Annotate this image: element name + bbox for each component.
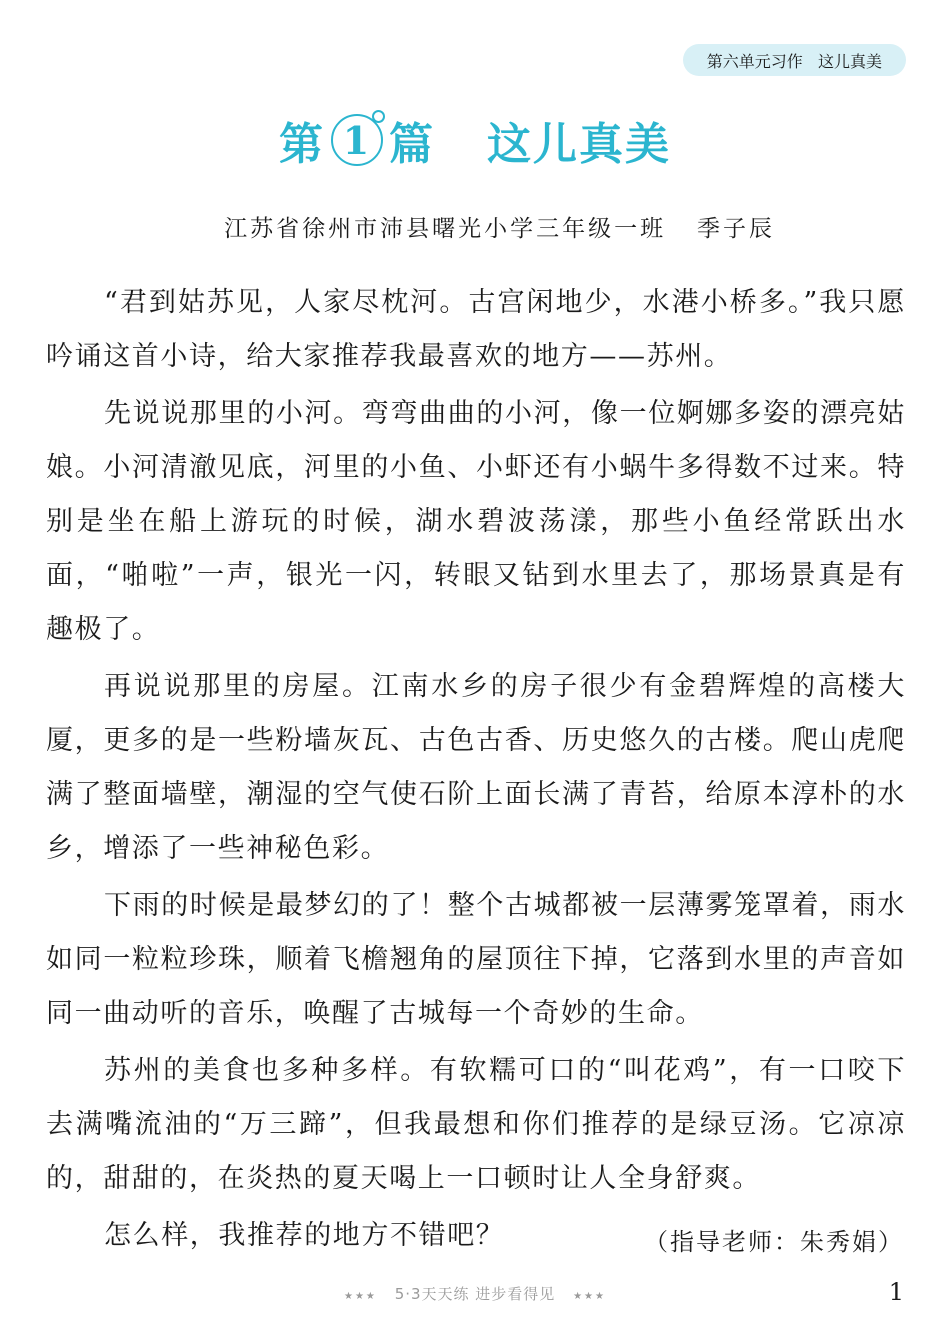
page-footer bbox=[0, 1283, 950, 1304]
title-suffix: 篇 bbox=[389, 119, 435, 170]
unit-header-tag: 第六单元习作 这儿真美 bbox=[683, 44, 906, 76]
title-prefix: 第 bbox=[279, 119, 325, 170]
footer-stars-left: ★★★ bbox=[344, 1291, 377, 1302]
essay-body bbox=[46, 276, 906, 1266]
title-text: 这儿真美 bbox=[487, 119, 671, 170]
paragraph: 苏州的美食也多种多样。有软糯可口的“叫花鸡”，有一口咬下去满嘴流油的“万三蹄”，但我最想和你们推荐的是绿豆汤。它凉凉的，甜甜的，在炎热的夏天喝上一口顿时让人全身舒爽。 bbox=[46, 1055, 906, 1194]
paragraph: 再说说那里的房屋。江南水乡的房子很少有金碧辉煌的高楼大厦，更多的是一些粉墙灰瓦、古色古香、历史悠久的古楼。爬山虎爬满了整面墙壁，潮湿的空气使石阶上面长满了青苔，给原本淳朴的水乡，增添了一些神秘色彩。 bbox=[46, 671, 906, 864]
author-byline: 江苏省徐州市沛县曙光小学三年级一班 季子辰 bbox=[224, 216, 775, 242]
page-number: 1 bbox=[888, 1278, 904, 1306]
paragraph: 下雨的时候是最梦幻的了！整个古城都被一层薄雾笼罩着，雨水如同一粒粒珍珠，顺着飞檐翘角的屋顶往下掉，它落到水里的声音如同一曲动听的音乐，唤醒了古城每一个奇妙的生命。 bbox=[46, 890, 906, 1029]
paragraph: 先说说那里的小河。弯弯曲曲的小河，像一位婀娜多姿的漂亮姑娘。小河清澈见底，河里的小鱼、小虾还有小蜗牛多得数不过来。特别是坐在船上游玩的时候，湖水碧波荡漾，那些小鱼经常跃出水面，“啪啦”一声，银光一闪，转眼又钻到水里去了，那场景真是有趣极了。 bbox=[46, 398, 906, 645]
essay-title bbox=[0, 108, 950, 172]
paragraph: “君到姑苏见，人家尽枕河。古宫闲地少，水港小桥多。”我只愿吟诵这首小诗，给大家推荐我最喜欢的地方——苏州。 bbox=[46, 287, 906, 372]
footer-stars-right: ★★★ bbox=[573, 1291, 606, 1302]
advisor-credit: （指导老师：朱秀娟） bbox=[644, 1228, 904, 1256]
paragraph: 怎么样，我推荐的地方不错吧？ bbox=[104, 1220, 505, 1251]
footer-slogan: 5·3天天练 进步看得见 bbox=[394, 1285, 556, 1303]
title-number-badge: 1 bbox=[331, 114, 383, 166]
